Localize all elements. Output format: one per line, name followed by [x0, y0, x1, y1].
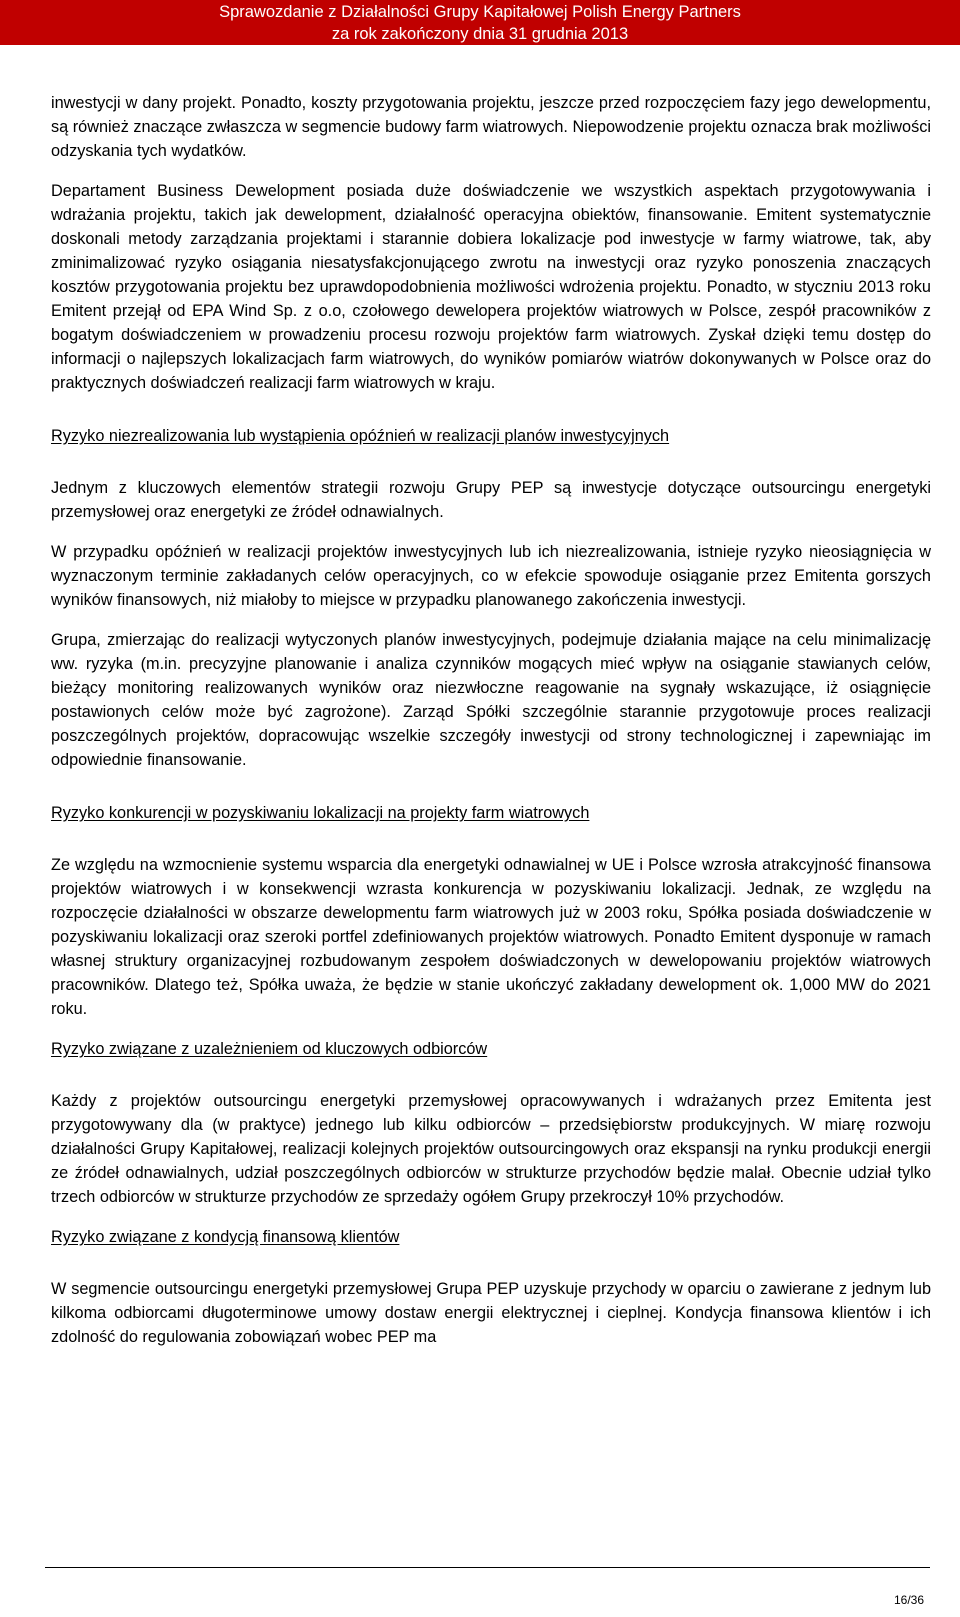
document-header	[0, 0, 960, 45]
paragraph-8: W segmencie outsourcingu energetyki przemysłowej Grupa PEP uzyskuje przychody w oparciu o zawierane z jednym lub kilkoma odbiorcami długoterminowe umowy dostaw energii elektrycznej i cieplnej. Kondycja finansowa klientów i ich zdolność do regulowania zobowiązań wobec PEP ma	[51, 1280, 931, 1346]
paragraph-6: Ze względu na wzmocnienie systemu wsparcia dla energetyki odnawialnej w UE i Polsce wzrosła atrakcyjność finansowa projektów wiatrowych i w konsekwencji wzrasta konkurencja w pozyskiwaniu lokalizacji. Jednak, ze względu na rozpoczęcie działalności w obszarze dewelopmentu farm wiatrowych już w 2003 roku, Spółka posiada doświadczenie w pozyskiwaniu lokalizacji oraz szeroki portfel zdefiniowanych projektów wiatrowych. Ponadto Emitent dysponuje w ramach własnej struktury organizacyjnej rozbudowanym zespołem doświadczonych w dewelopowaniu projektów wiatrowych pracowników. Dlatego też, Spółka uważa, że będzie w stanie ukończyć zakładany dewelopment ok. 1,000 MW do 2021 roku.	[51, 856, 931, 1018]
document-body	[51, 91, 931, 1365]
header-title: Sprawozdanie z Działalności Grupy Kapitałowej Polish Energy Partners	[219, 3, 741, 21]
section-heading-competition-risk: Ryzyko konkurencji w pozyskiwaniu lokalizacji na projekty farm wiatrowych	[51, 804, 590, 822]
paragraph-2: Departament Business Dewelopment posiada duże doświadczenie we wszystkich aspektach przygotowywania i wdrażania projektu, takich jak dewelopment, działalność operacyjna obiektów, finansowanie. Emitent systematycznie doskonali metody zarządzania projektami i starannie dobiera lokalizacje pod inwestycje w farmy wiatrowe, tak, aby zminimalizować ryzyko osiągania niesatysfakcjonującego zwrotu na inwestycji oraz ryzyko ponoszenia znaczących kosztów przygotowania projektu bez uprawdopodobnienia możliwości wdrożenia projektu. Ponadto, w styczniu 2013 roku Emitent przejął od EPA Wind Sp. z o.o, czołowego dewelopera projektów wiatrowych w Polsce, zespół pracowników z bogatym doświadczeniem w prowadzeniu procesu rozwoju projektów farm wiatrowych. Zyskał dzięki temu dostęp do informacji o najlepszych lokalizacjach farm wiatrowych, do wyników pomiarów wiatrów dokonywanych w Polsce oraz do praktycznych doświadczeń realizacji farm wiatrowych w kraju.	[51, 182, 931, 392]
footer-divider	[45, 1567, 930, 1568]
paragraph-7: Każdy z projektów outsourcingu energetyki przemysłowej opracowywanych i wdrażanych przez Emitenta jest przygotowywany dla (w praktyce) jednego lub kilku odbiorców – przedsiębiorstw produkcyjnych. W miarę rozwoju działalności Grupy Kapitałowej, realizacji kolejnych projektów outsourcingowych oraz ekspansji na rynku produkcji energii ze źródeł odnawialnych, udział poszczególnych odbiorców w strukturze przychodów będzie malał. Obecnie udział tylko trzech odbiorców w strukturze przychodów ze sprzedaży ogółem Grupy przekroczył 10% przychodów.	[51, 1092, 931, 1206]
paragraph-4: W przypadku opóźnień w realizacji projektów inwestycyjnych lub ich niezrealizowania, istnieje ryzyko nieosiągnięcia w wyznaczonym terminie zakładanych celów operacyjnych, co w efekcie spowoduje osiąganie przez Emitenta gorszych wyników finansowych, niż miałoby to miejsce w przypadku planowanego zakończenia inwestycji.	[51, 543, 931, 609]
section-heading-key-customers-risk: Ryzyko związane z uzależnieniem od kluczowych odbiorców	[51, 1040, 488, 1058]
page-number: 16/36	[893, 1593, 924, 1607]
section-heading-client-finance-risk: Ryzyko związane z kondycją finansową klientów	[51, 1228, 400, 1246]
section-heading-investment-delay-risk: Ryzyko niezrealizowania lub wystąpienia opóźnień w realizacji planów inwestycyjnych	[51, 427, 670, 445]
paragraph-1: inwestycji w dany projekt. Ponadto, koszty przygotowania projektu, jeszcze przed rozpoczęciem fazy jego dewelopmentu, są również znaczące zwłaszcza w segmencie budowy farm wiatrowych. Niepowodzenie projektu oznacza brak możliwości odzyskania tych wydatków.	[51, 94, 931, 160]
header-subtitle: za rok zakończony dnia 31 grudnia 2013	[331, 25, 629, 43]
paragraph-5: Grupa, zmierzając do realizacji wytyczonych planów inwestycyjnych, podejmuje działania mające na celu minimalizację ww. ryzyka (m.in. precyzyjne planowanie i analiza czynników mogących mieć wpływ na osiąganie stawianych celów, bieżący monitoring realizowanych wyników oraz niezwłoczne reagowanie na sygnały wskazujące, iż osiągnięcie postawionych celów może być zagrożone). Zarząd Spółki szczególnie starannie przygotowuje proces realizacji poszczególnych projektów, dopracowując wszelkie szczegóły inwestycji od strony technologicznej i zapewniając im odpowiednie finansowanie.	[51, 631, 931, 769]
paragraph-3: Jednym z kluczowych elementów strategii rozwoju Grupy PEP są inwestycje dotyczące outsourcingu energetyki przemysłowej oraz energetyki ze źródeł odnawialnych.	[51, 479, 931, 521]
